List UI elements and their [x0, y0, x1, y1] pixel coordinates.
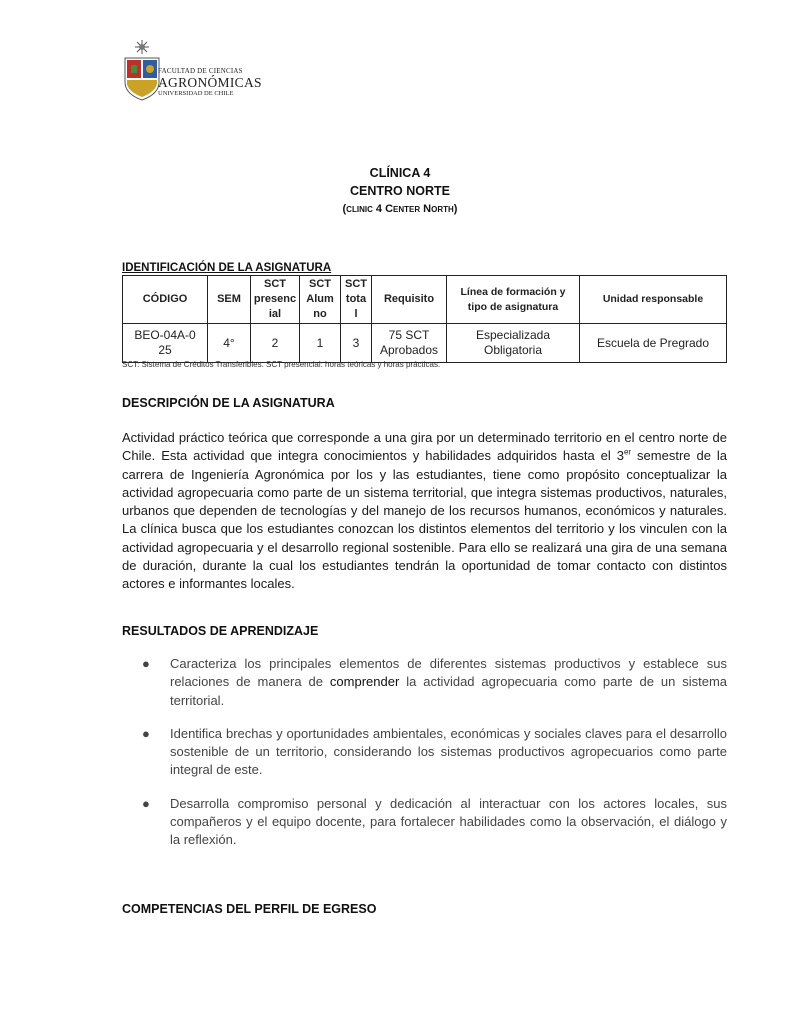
header-unidad: [580, 276, 727, 324]
results-heading: RESULTADOS DE APRENDIZAJE: [122, 624, 319, 638]
header-sct-presencial: SCT presenc ial: [251, 276, 300, 324]
header-sct-total: SCT tota l: [341, 276, 372, 324]
logo-wordmark: [158, 68, 262, 97]
header-unidad-text: Unidad responsable: [602, 293, 704, 305]
header-sem: [208, 276, 251, 324]
cell-sct-presencial: 2: [251, 324, 300, 363]
bullet-icon: ●: [142, 795, 150, 811]
header-codigo-text: CÓDIGO: [142, 293, 188, 305]
list-item: [140, 795, 727, 850]
logo-line-1: FACULTAD DE CIENCIAS: [158, 67, 243, 75]
header-requisito: [372, 276, 447, 324]
competencies-heading: COMPETENCIAS DEL PERFIL DE EGRESO: [122, 902, 377, 916]
results-list: [140, 655, 727, 865]
course-info-table: [122, 275, 727, 363]
bullet-icon: ●: [142, 656, 150, 671]
result-3-text: Desarrolla compromiso personal y dedicación al interactuar con los actores locales, sus compañeros y el equipo docente, para fortalecer habilidades como la observación, el diálogo y la reflexión.: [170, 795, 727, 848]
list-item: [140, 725, 727, 780]
header-codigo: [123, 276, 208, 324]
header-linea: Línea de formación y tipo de asignatura: [447, 276, 580, 324]
result-1-text-c: la actividad agropecuaria como parte de un sistema territorial.: [170, 674, 728, 708]
cell-linea: Especializada Obligatoria: [447, 324, 580, 363]
result-1-text-b: comprender: [329, 674, 400, 690]
description-text-1: Actividad práctico teórica que corresponde a una gira por un determinado territorio en el centro norte de Chile. Esta actividad que integra conocimientos y habilidades adquiridos hasta el 3: [122, 430, 727, 464]
logo-line-2: AGRONÓMICAS: [158, 75, 262, 90]
document-english-title: [0, 203, 800, 215]
logo-line-3: UNIVERSIDAD DE CHILE: [158, 89, 234, 97]
table-row: [123, 324, 727, 363]
cell-requisito: 75 SCT Aprobados: [372, 324, 447, 363]
cell-unidad: Escuela de Pregrado: [580, 324, 727, 363]
table-header-row: [123, 276, 727, 324]
english-title-text: (clinic 4 Center North): [342, 203, 458, 215]
description-paragraph: [122, 429, 727, 594]
header-sct-alumno: SCT Alum no: [300, 276, 341, 324]
description-text-2: semestre de la carrera de Ingeniería Agronómica por los y las estudiantes, tiene como propósito conceptualizar la actividad agropecuaria como parte de un sistema territorial, que integra sistemas productivos, naturales, urbanos que dependen de tecnologías y del manejo de los recursos humanos, económicos y naturales. La clínica busca que los estudiantes conozcan los distintos elementos del territorio y los vinculen con la actividad agropecuaria y el desarrollo regional sostenible. Para ello se realizará una gira de una semana de duración, durante la cual los estudiantes tendrán la oportunidad de tomar contacto con distintos actores e informantes locales.: [122, 448, 728, 592]
result-1-text-a: Caracteriza los principales elementos de diferentes sistemas productivos y establece sus relaciones de manera de: [170, 656, 727, 690]
description-heading: DESCRIPCIÓN DE LA ASIGNATURA: [122, 396, 335, 410]
result-2-text: Identifica brechas y oportunidades ambientales, económicas y sociales claves para el desarrollo sostenible de un territorio, considerando los sistemas productivos agropecuarios como parte integral de este.: [170, 725, 727, 778]
faculty-logo: [122, 38, 262, 104]
bullet-icon: ●: [142, 725, 150, 741]
cell-codigo: BEO-04A-0 25: [123, 324, 208, 363]
description-superscript: er: [623, 447, 632, 457]
header-sem-text: SEM: [217, 293, 241, 305]
cell-sct-alumno: 1: [300, 324, 341, 363]
cell-sem: 4°: [208, 324, 251, 363]
identification-heading: IDENTIFICACIÓN DE LA ASIGNATURA: [122, 262, 332, 274]
list-item: [140, 655, 727, 710]
document-subtitle: CENTRO NORTE: [350, 184, 450, 198]
document-title: CLÍNICA 4: [369, 166, 431, 180]
cell-sct-total: 3: [341, 324, 372, 363]
university-shield-icon: [122, 38, 162, 104]
sct-footnote: SCT: Sistema de Créditos Transferibles. SCT presencial: horas teóricas y horas prácticas.: [122, 360, 441, 369]
header-requisito-text: Requisito: [383, 293, 435, 305]
